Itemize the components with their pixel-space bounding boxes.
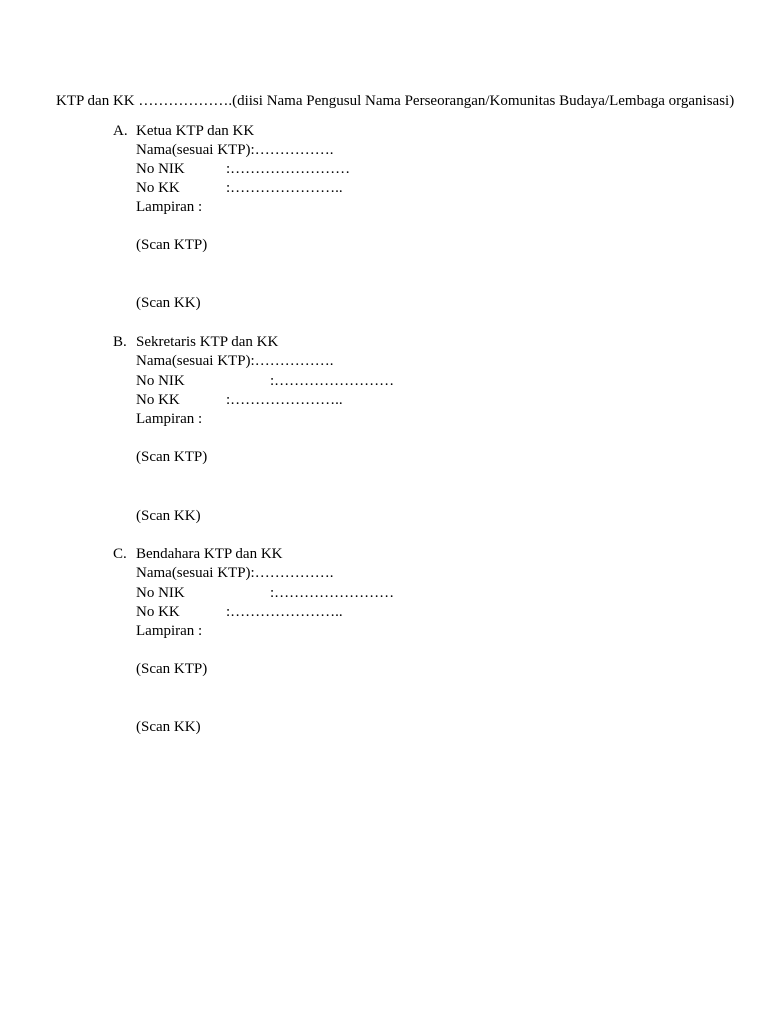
section-b-nik-label: No NIK xyxy=(136,373,185,389)
section-a-nik-label: No NIK xyxy=(136,161,185,177)
section-c-lampiran-label: Lampiran : xyxy=(136,623,203,639)
section-a-lampiran-label: Lampiran : xyxy=(136,199,203,215)
section-b-nama-field: Nama(sesuai KTP):……………. xyxy=(136,353,334,369)
section-a-nama-field: Nama(sesuai KTP):……………. xyxy=(136,142,334,158)
section-c-nik-label: No NIK xyxy=(136,585,185,601)
section-b-scan-kk: (Scan KK) xyxy=(136,508,201,524)
section-c-nama-field: Nama(sesuai KTP):……………. xyxy=(136,565,334,581)
section-c-title: Bendahara KTP dan KK xyxy=(136,546,283,562)
section-c-scan-ktp: (Scan KTP) xyxy=(136,661,208,677)
section-c-letter: C. xyxy=(113,546,127,562)
section-b-title-row xyxy=(0,333,768,352)
section-a-nik-row xyxy=(0,160,768,179)
section-c-nik-value: :…………………… xyxy=(270,585,395,601)
section-c-kk-value: :………………….. xyxy=(226,604,343,620)
section-b-nik-value: :…………………… xyxy=(270,373,395,389)
section-c-scan-kk: (Scan KK) xyxy=(136,719,201,735)
section-a-title-row xyxy=(0,122,768,141)
section-c-kk-row xyxy=(0,603,768,622)
section-c-kk-label: No KK xyxy=(136,604,180,620)
section-b-kk-label: No KK xyxy=(136,392,180,408)
section-b-letter: B. xyxy=(113,334,127,350)
section-b-kk-row xyxy=(0,391,768,410)
section-a-kk-value: :………………….. xyxy=(226,180,343,196)
section-a-kk-label: No KK xyxy=(136,180,180,196)
section-a-nik-value: :…………………… xyxy=(226,161,351,177)
section-c-nik-row xyxy=(0,584,768,603)
section-b-kk-value: :………………….. xyxy=(226,392,343,408)
section-b-lampiran-label: Lampiran : xyxy=(136,411,203,427)
section-c-title-row xyxy=(0,545,768,564)
section-a-scan-kk: (Scan KK) xyxy=(136,295,201,311)
section-a-letter: A. xyxy=(113,123,128,139)
section-b-nik-row xyxy=(0,372,768,391)
section-b-scan-ktp: (Scan KTP) xyxy=(136,449,208,465)
section-b-title: Sekretaris KTP dan KK xyxy=(136,334,279,350)
document-header: KTP dan KK ……………….(diisi Nama Pengusul Nama Perseorangan/Komunitas Budaya/Lembaga organisasi) xyxy=(56,93,735,109)
section-a-kk-row xyxy=(0,179,768,198)
section-a-title: Ketua KTP dan KK xyxy=(136,123,255,139)
section-a-scan-ktp: (Scan KTP) xyxy=(136,237,208,253)
